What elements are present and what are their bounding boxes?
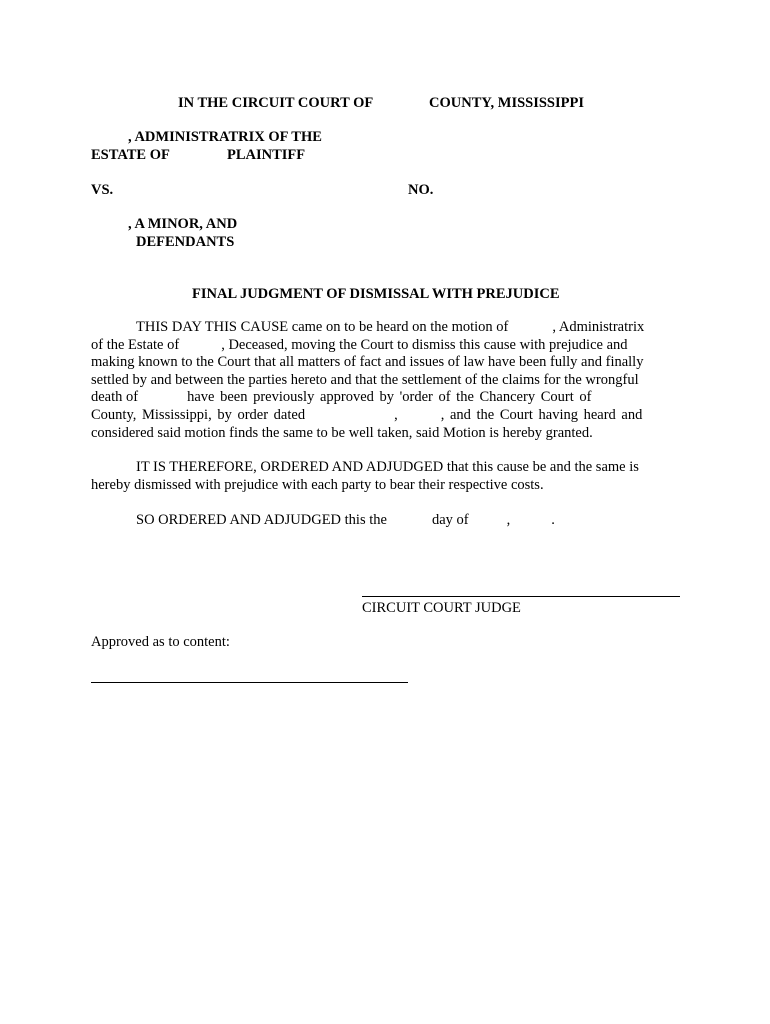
p2-line2: hereby dismissed with prejudice with each party to bear their respective costs. xyxy=(91,476,544,493)
judge-signature-line xyxy=(362,596,680,597)
court-county-suffix: COUNTY, MISSISSIPPI xyxy=(429,95,584,111)
p3-ordered-text: SO ORDERED AND ADJUDGED this the xyxy=(136,512,387,528)
case-number-label: NO. xyxy=(408,182,434,198)
p3-period: . xyxy=(551,512,555,528)
p1-line1b: , Administratrix xyxy=(552,319,645,335)
p1-line3: making known to the Court that all matters of fact and issues of law have been fully and finally xyxy=(91,354,644,371)
judge-label: CIRCUIT COURT JUDGE xyxy=(362,600,521,616)
approval-signature-line xyxy=(91,682,408,683)
p1-line5b: have been previously approved by 'order of the Chancery Court of xyxy=(187,389,592,406)
p1-line2b: , Deceased, moving the Court to dismiss this cause with prejudice and xyxy=(221,336,628,353)
p2-line1: IT IS THEREFORE, ORDERED AND ADJUDGED that this cause be and the same is xyxy=(136,459,639,475)
versus-label: VS. xyxy=(91,182,114,198)
plaintiff-estate-label: ESTATE OF xyxy=(91,147,170,163)
p1-line6c: , and the Court having heard and xyxy=(440,406,643,423)
document-title: FINAL JUDGMENT OF DISMISSAL WITH PREJUDICE xyxy=(192,286,560,302)
court-name-prefix: IN THE CIRCUIT COURT OF xyxy=(178,95,374,111)
p1-line1a: THIS DAY THIS CAUSE came on to be heard on the motion of xyxy=(136,319,509,335)
p1-line6a: County, Mississippi, by order dated xyxy=(91,406,306,423)
p1-line5a: death of xyxy=(91,389,139,406)
judgment-paragraph-1 xyxy=(91,319,679,442)
approved-label: Approved as to content: xyxy=(91,634,230,650)
judgment-paragraph-2 xyxy=(91,459,679,494)
p3-day-of: day of xyxy=(431,512,469,528)
p1-line4: settled by and between the parties hereto and that the settlement of the claims for the wrongful xyxy=(91,371,639,388)
defendant-minor-line: , A MINOR, AND xyxy=(128,216,238,232)
order-date-line xyxy=(136,511,555,529)
p3-comma: , xyxy=(506,512,511,528)
plaintiff-label: PLAINTIFF xyxy=(227,147,306,163)
p1-line7: considered said motion finds the same to be well taken, said Motion is hereby granted. xyxy=(91,424,593,441)
p1-line6b: , xyxy=(394,406,398,423)
defendants-label: DEFENDANTS xyxy=(136,234,235,250)
plaintiff-title-line: , ADMINISTRATRIX OF THE xyxy=(128,129,322,145)
p1-line2a: of the Estate of xyxy=(91,336,180,353)
